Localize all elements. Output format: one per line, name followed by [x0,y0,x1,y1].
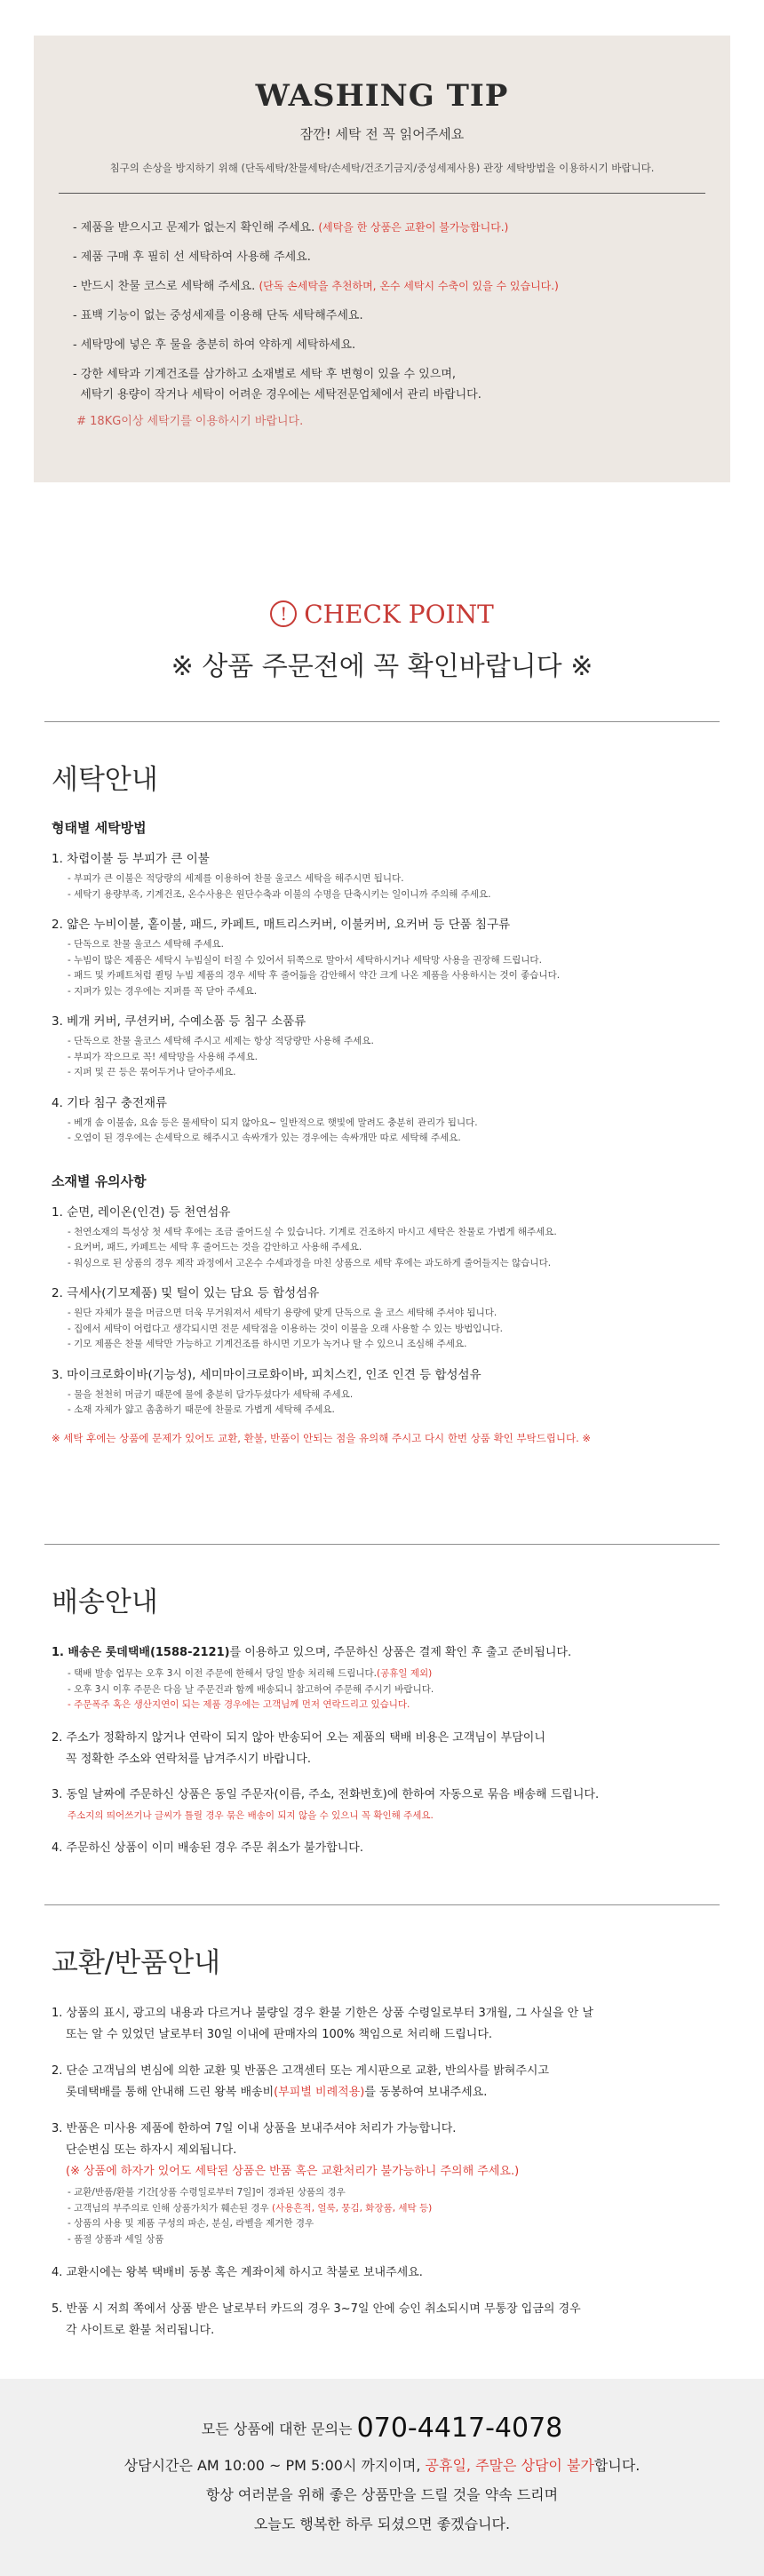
list-item: 3. 마이크로화이바(기능성), 세미마이크로화이바, 피치스킨, 인조 인견 등 합성섬유 - 물을 천천히 머금기 때문에 물에 충분히 담가두셨다가 세탁해 주세요. - 소재 자체가 얇고 촘촘하기 때문에 찬물로 가볍게 세탁해 주세요. [52,1367,481,1415]
list-item: 5. 반품 시 저희 쪽에서 상품 받은 날로부터 카드의 경우 3~7일 안에 승인 취소되시며 무통장 입금의 경우 각 사이트로 환불 처리됩니다. [52,2302,581,2337]
type-wash-heading: 형태별 세탁방법 [52,820,147,836]
check-point-subtitle: ※ 상품 주문전에 꼭 확인바랍니다 ※ [171,651,593,682]
exclamation-icon: ! [270,600,297,627]
list-item: 1. 배송은 롯데택배(1588-2121)를 이용하고 있으며, 주문하신 상품은 결제 확인 후 출고 준비됩니다. - 택배 발송 업무는 오후 3시 이전 주문에 한해서 당일 발송 처리해 드립니다.(공휴일 제외) - 오후 3시 이후 주문은 다음 날 주문건과 함께 배송되니 참고하여 주문해 주시기 바랍니다. - 주문폭주 혹은 생산지연이 되는 제품 경우에는 고객님께 먼저 연락드리고 있습니다. [52,1646,572,1710]
washing-tip-item: - 세탁망에 넣은 후 물을 충분히 하여 약하게 세탁하세요. [73,338,356,352]
list-item: 1. 상품의 표시, 광고의 내용과 다르거나 불량일 경우 환불 기한은 상품 수령일로부터 3개월, 그 사실을 안 날 또는 알 수 있었던 날로부터 30일 이내에 판매자의 100% 책임으로 처리해 드립니다. [52,2007,593,2041]
laundry-title: 세탁안내 [52,764,158,796]
divider [59,193,705,194]
list-item: 4. 주문하신 상품이 이미 배송된 경우 주문 취소가 불가합니다. [52,1841,363,1855]
list-item: 4. 기타 침구 충전재류 - 베개 솜 이불솜, 요솜 등은 물세탁이 되지 않아요~ 일반적으로 햇빛에 말려도 충분히 관리가 됩니다. - 오염이 된 경우에는 손세탁으로 해주시고 속싸개가 있는 경우에는 속싸개만 따로 세탁해 주세요. [52,1095,478,1143]
delivery-section [52,1579,727,1859]
washing-tip-description: 침구의 손상을 방지하기 위해 (단독세탁/찬물세탁/손세탁/건조기금지/중성세제사용) 관장 세탁방법을 이용하시기 바랍니다. [109,162,655,174]
washing-tip-item-continued: 세탁기 용량이 작거나 세탁이 어려운 경우에는 세탁전문업체에서 관리 바랍니다. [80,388,481,402]
washing-tip-box [34,36,730,482]
washing-tip-item: - 제품을 받으시고 문제가 없는지 확인해 주세요. (세탁을 한 상품은 교환이 불가능합니다.) [73,221,509,235]
check-point-title: ! CHECK POINT [0,600,764,629]
list-item: 3. 반품은 미사용 제품에 한하여 7일 이내 상품을 보내주셔야 처리가 가능합니다. 단순변심 또는 하자시 제외됩니다. (※ 상품에 하자가 있어도 세탁된 상품은 반품 혹은 교환처리가 불가능하니 주의해 주세요.) - 교환/반품/환불 기간[상품 수령일로부터 7일]이 경과된 상품의 경우 - 고객님의 부주의로 인해 상품가치가 훼손된 경우 (사용흔적, 얼룩, 뭉김, 화장품, 세탁 등) - 상품의 사용 및 제품 구성의 파손, 분실, 라벨을 제거한 경우 - 품절 상품과 세일 상품 [52,2122,520,2245]
divider [44,1904,720,1905]
washing-tip-title: WASHING TIP [255,78,509,114]
list-item: 2. 단순 고객님의 변심에 의한 교환 및 반품은 고객센터 또는 게시판으로 교환, 반의사를 밝혀주시고 롯데택배를 통해 안내해 드린 왕복 배송비(부피별 비례적용)를 동봉하여 보내주세요. [52,2064,550,2099]
divider [44,721,720,722]
promise-line: 항상 여러분을 위해 좋은 상품만을 드릴 것을 약속 드리며 [205,2486,559,2503]
washing-tip-item: - 제품 구매 후 필히 선 세탁하여 사용해 주세요. [73,250,311,264]
laundry-section [52,757,727,1445]
contact-line: 모든 상품에 대한 문의는 070-4417-4078 [201,2413,563,2444]
washing-tip-item: - 표백 기능이 없는 중성세제를 이용해 단독 세탁해주세요. [73,309,363,322]
list-item: 3. 베개 커버, 쿠션커버, 수예소품 등 침구 소품류 - 단독으로 찬물 울코스 세탁해 주시고 세제는 항상 적당량만 사용해 주세요. - 부피가 작으므로 꼭! 세탁망을 사용해 주세요. - 지퍼 및 끈 등은 묶어두거나 닫아주세요. [52,1014,374,1077]
list-item: 4. 교환시에는 왕복 택배비 동봉 혹은 계좌이체 하시고 착불로 보내주세요. [52,2266,423,2279]
washing-tip-note: # 18KG이상 세탁기를 이용하시기 바랍니다. [76,415,304,428]
divider [44,1544,720,1545]
laundry-warning: ※ 세탁 후에는 상품에 문제가 있어도 교환, 환불, 반품이 안되는 점을 유의해 주시고 다시 한번 상품 확인 부탁드립니다. ※ [52,1431,592,1444]
contact-footer [0,2379,764,2576]
washing-tip-item: - 강한 세탁과 기계건조를 삼가하고 소재별로 세탁 후 변형이 있을 수 있으며, [73,368,457,381]
delivery-title: 배송안내 [52,1586,158,1618]
exchange-title: 교환/반품안내 [52,1947,221,1979]
washing-tip-subtitle: 잠깐! 세탁 전 꼭 읽어주세요 [299,126,465,142]
list-item: 2. 얇은 누비이불, 홑이불, 패드, 카페트, 매트리스커버, 이불커버, 요커버 등 단품 침구류 - 단독으로 찬물 울코스 세탁해 주세요. - 누빔이 많은 제품은 세탁시 누빔실이 터질 수 있어서 뒤쪽으로 말아서 세탁하시거나 세탁망 사용을 권장해 드립니다. - 패드 및 카페트처럼 퀼팅 누빔 제품의 경우 세탁 후 줄어듦을 감안해서 약간 크게 나온 제품을 사용하시는 것이 좋습니다. - 지퍼가 있는 경우에는 지퍼를 꼭 닫아 주세요. [52,918,561,997]
list-item: 1. 순면, 레이온(인견) 등 천연섬유 - 천연소재의 특성상 첫 세탁 후에는 조금 줄어드실 수 있습니다. 기계로 건조하지 마시고 세탁은 찬물로 가볍게 해주세요. - 요커버, 패드, 카페트는 세탁 후 줄어드는 것을 감안하고 사용해 주세요. - 워싱으로 된 상품의 경우 제작 과정에서 고온수 수세과정을 마친 상품으로 세탁 후에는 과도하게 줄어들지는 않습니다. [52,1205,557,1268]
list-item: 2. 극세사(기모제품) 및 털이 있는 담요 등 합성섬유 - 원단 자체가 물을 머금으면 더욱 무거워져서 세탁기 용량에 맞게 단독으로 울 코스 세탁해 주셔야 됩니다. - 집에서 세탁이 어렵다고 생각되시면 전문 세탁점을 이용하는 것이 이불을 오래 사용할 수 있는 방법입니다. - 기모 제품은 찬물 세탁만 가능하고 기계건조를 하시면 기모가 녹거나 탈 수 있으니 조심해 주세요. [52,1286,504,1349]
list-item: 1. 차렵이불 등 부피가 큰 이불 - 부피가 큰 이불은 적당량의 세제를 이용하여 찬물 울코스 세탁을 해주시면 됩니다. - 세탁기 용량부족, 기계건조, 온수사용은 원단수축과 이불의 수명을 단축시키는 일이니까 주의해 주세요. [52,852,491,900]
material-heading: 소재별 유의사항 [52,1173,147,1189]
hours-line: 상담시간은 AM 10:00 ~ PM 5:00시 까지이며, 공휴일, 주말은 상담이 불가합니다. [123,2457,641,2474]
list-item: 2. 주소가 정확하지 않거나 연락이 되지 않아 반송되어 오는 제품의 택배 비용은 고객님이 부담이니 꼭 정확한 주소와 연락처를 남겨주시기 바랍니다. [52,1730,545,1766]
washing-tip-list [73,213,730,432]
greeting-line: 오늘도 행복한 하루 되셨으면 좋겠습니다. [253,2516,511,2532]
washing-tip-item: - 반드시 찬물 코스로 세탁해 주세요. (단독 손세탁을 추천하며, 온수 세탁시 수축이 있을 수 있습니다.) [73,280,559,293]
phone-number[interactable]: 070-4417-4078 [356,2413,563,2444]
exchange-section [52,1940,727,2341]
list-item: 3. 동일 날짜에 주문하신 상품은 동일 주문자(이름, 주소, 전화번호)에 한하여 자동으로 묶음 배송해 드립니다. 주소지의 띄어쓰기나 글씨가 틀릴 경우 묶은 배송이 되지 않을 수 있으니 꼭 확인해 주세요. [52,1787,600,1821]
